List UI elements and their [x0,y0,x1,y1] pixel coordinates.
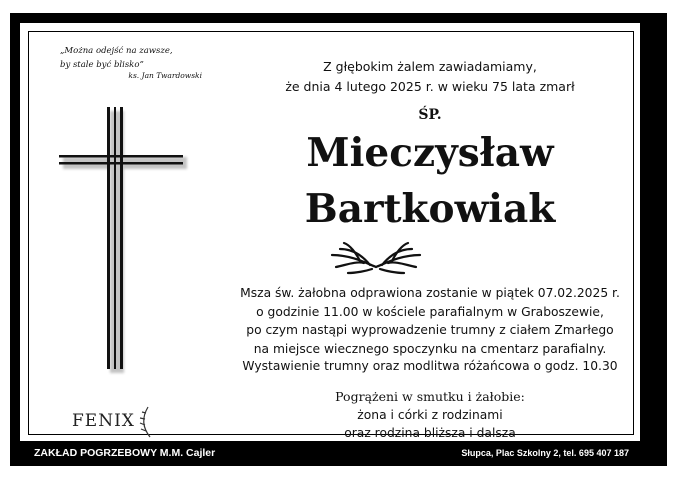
quote-author: ks. Jan Twardowski [128,71,202,80]
mass-line-3: po czym nastąpi wyprowadzenie trumny z ciałem Zmarłego [246,323,614,337]
mourners-title: Pogrążeni w smutku i żałobie: [335,389,525,404]
footer-bar [20,441,657,464]
mourners-list [200,406,660,442]
funeral-home-contact: Słupca, Plac Szkolny 2, tel. 695 407 187 [461,448,629,458]
mass-line-4: na miejsce wiecznego spoczynku na cmentarz parafialny. [253,341,607,356]
mourners-line-2: oraz rodzina bliższa i dalsza [344,426,516,440]
fenix-logo [72,405,162,439]
mourners-line-1: żona i córki z rodzinami [357,408,503,422]
honorific: ŚP. [418,107,442,123]
logo-text: FENIX [72,411,135,431]
laurel-icon [72,405,162,439]
intro-line-1: Z głębokim żalem zawiadamiamy, [323,59,537,74]
quote [60,44,220,83]
leaf-ornament-icon [326,241,426,277]
deceased-last-name: Bartkowiak [304,186,556,232]
quote-line-2: by stale być blisko” [60,60,144,70]
deceased-first-name: Mieczysław [306,130,554,176]
viewing-info: Wystawienie trumny oraz modlitwa różańcowa o godz. 10.30 [242,359,618,373]
intro-line-2: że dnia 4 lutego 2025 r. w wieku 75 lata zmarł [285,79,575,94]
cross-icon [55,105,195,390]
intro [200,57,660,97]
mass-info [200,284,660,358]
mass-line-1: Msza św. żałobna odprawiona zostanie w piątek 07.02.2025 r. [240,286,620,300]
funeral-home-name: ZAKŁAD POGRZEBOWY M.M. Cajler [34,447,216,459]
quote-line-1: „Można odejść na zawsze, [60,46,173,56]
mass-line-2: o godzinie 11.00 w kościele parafialnym w Graboszewie, [256,304,604,319]
